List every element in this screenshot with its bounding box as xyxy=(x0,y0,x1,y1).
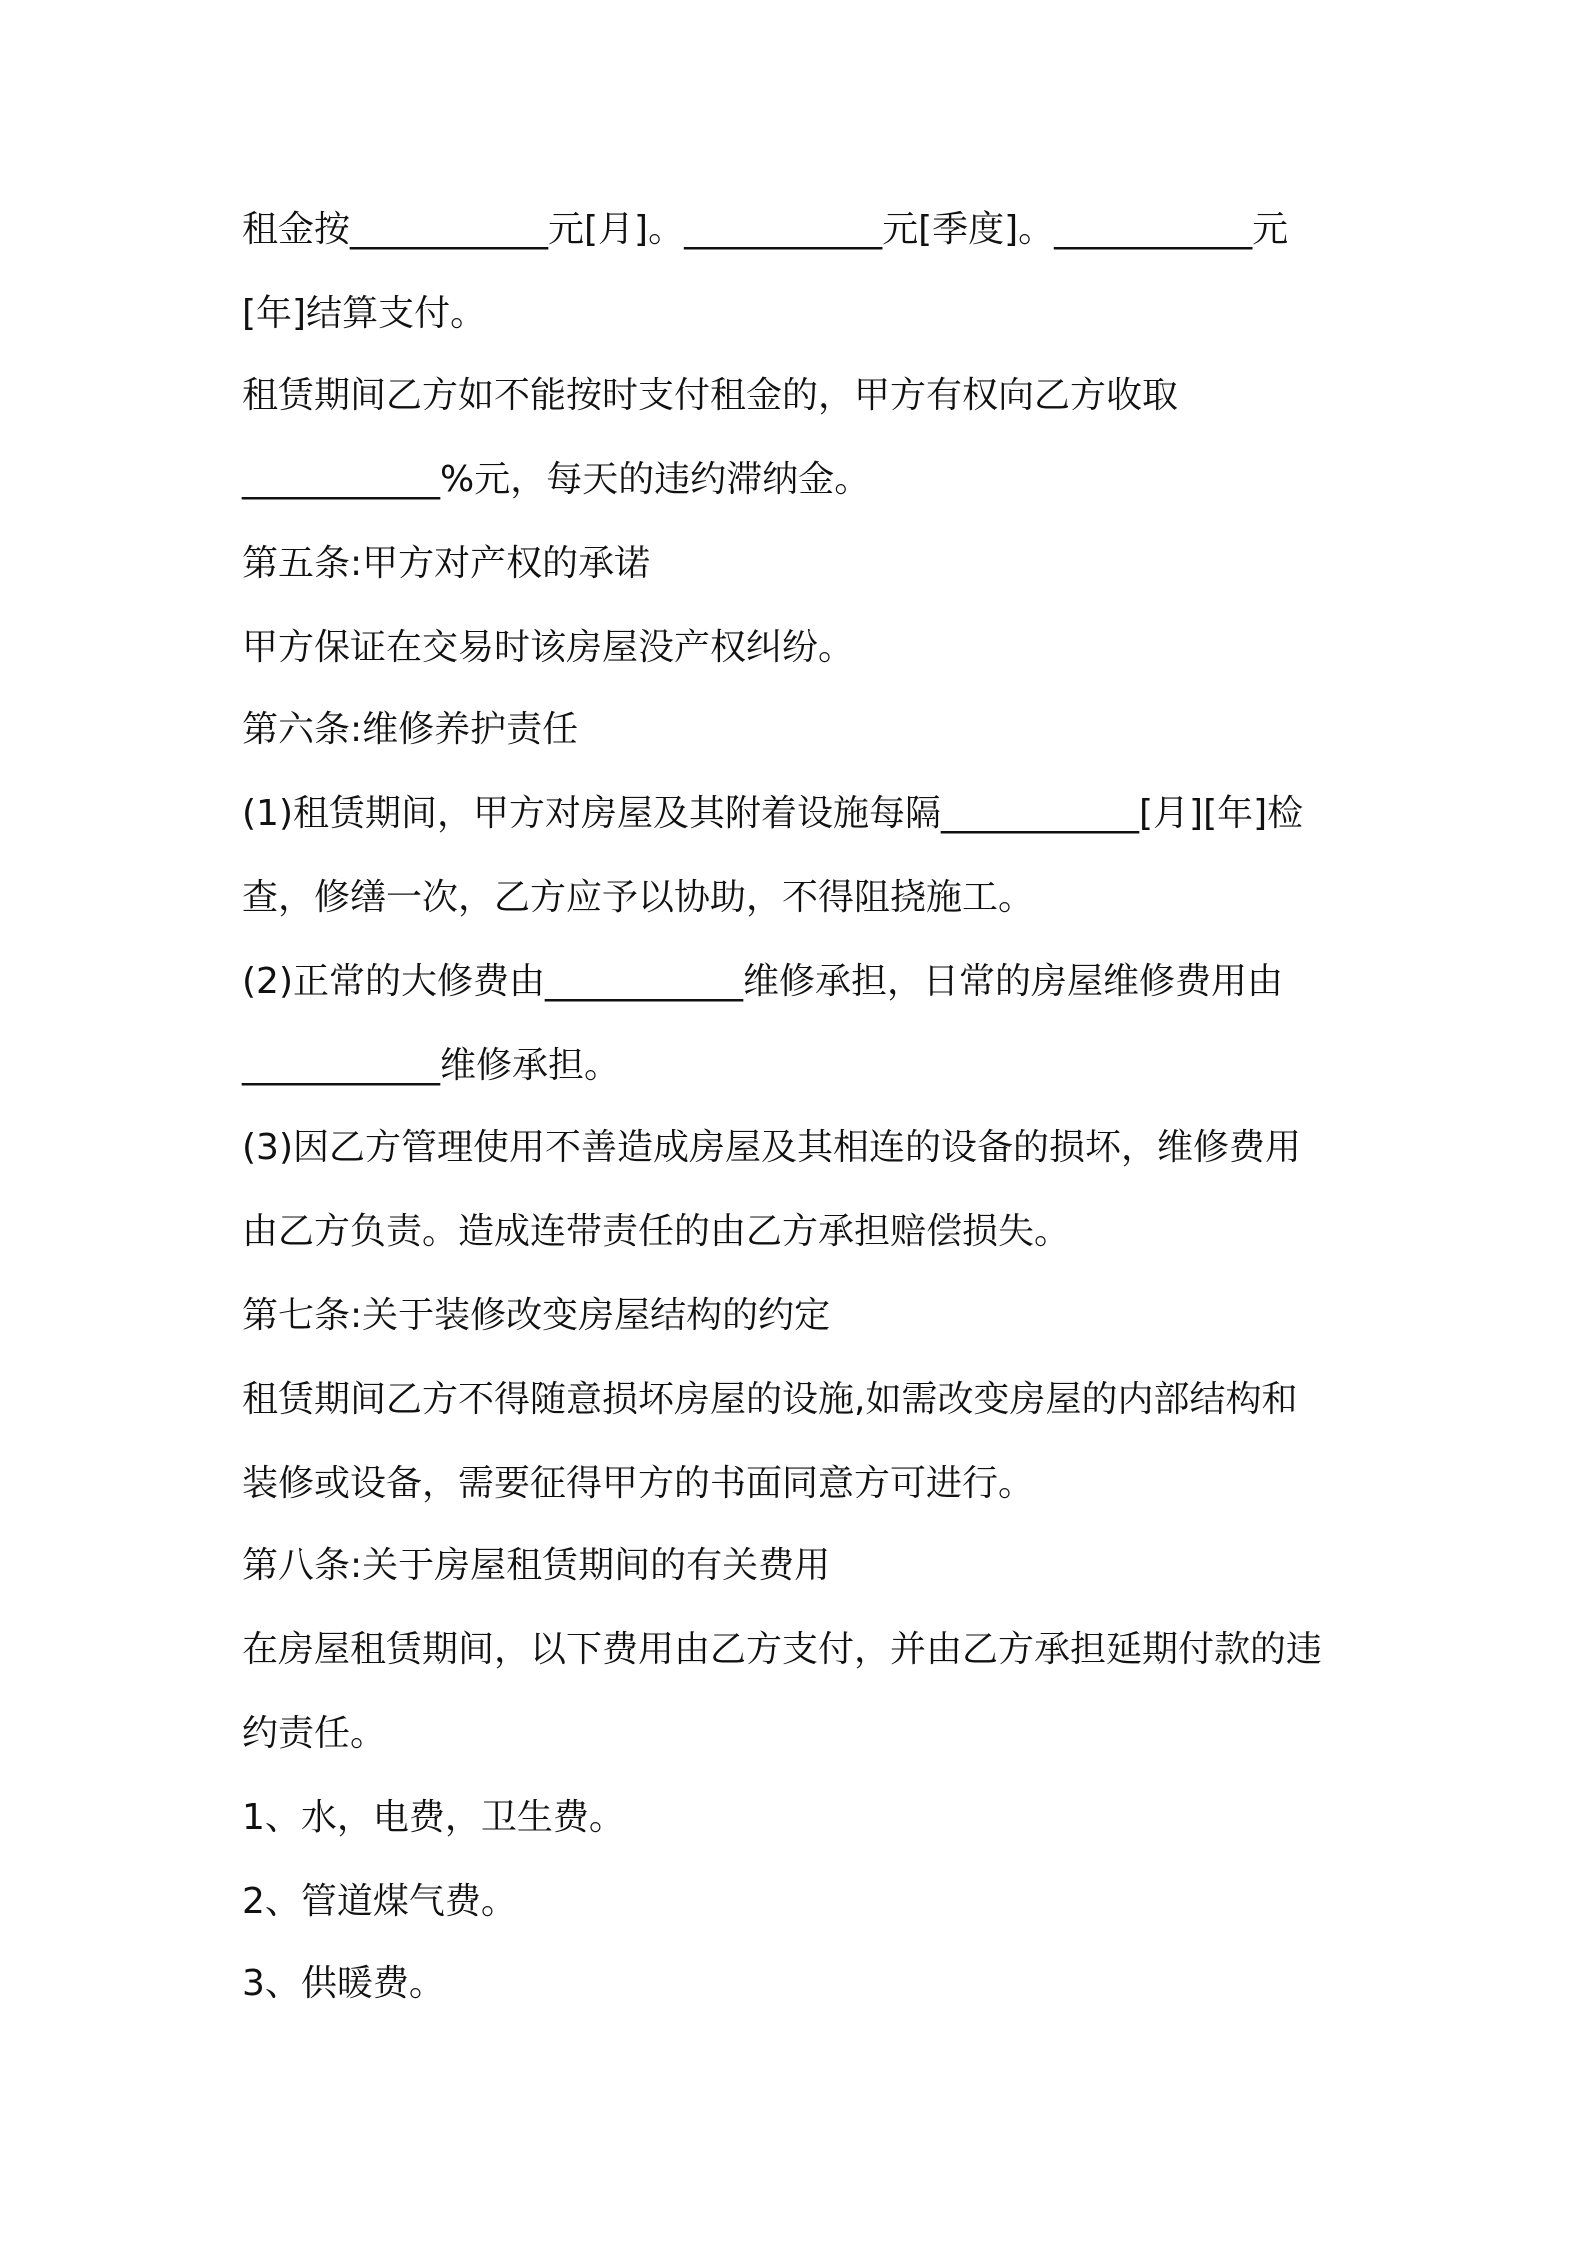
article-5-heading: 第五条:甲方对产权的承诺 xyxy=(242,543,651,584)
late-fee-line: 租赁期间乙方如不能按时支付租金的，甲方有权向乙方收取 xyxy=(242,375,1179,416)
article-7-body: 租赁期间乙方不得随意损坏房屋的设施,如需改变房屋的内部结构和 xyxy=(242,1379,1298,1420)
article-5-body: 甲方保证在交易时该房屋没产权纠纷。 xyxy=(242,627,855,668)
article-7-body-cont: 装修或设备，需要征得甲方的书面同意方可进行。 xyxy=(242,1463,1035,1504)
fee-item-1: 1、水，电费，卫生费。 xyxy=(242,1797,625,1838)
article-8-heading: 第八条:关于房屋租赁期间的有关费用 xyxy=(242,1545,831,1586)
article-8-body: 在房屋租赁期间，以下费用由乙方支付，并由乙方承担延期付款的违 xyxy=(242,1629,1323,1670)
late-fee-line-cont: ___________%元，每天的违约滞纳金。 xyxy=(242,459,871,500)
article-6-item-1-cont: 查，修缮一次，乙方应予以协助，不得阻挠施工。 xyxy=(242,877,1035,918)
fee-item-2: 2、管道煤气费。 xyxy=(242,1881,517,1922)
article-6-item-1: (1)租赁期间，甲方对房屋及其附着设施每隔___________[月][年]检 xyxy=(242,793,1304,834)
rent-payment-line-cont: [年]结算支付。 xyxy=(242,293,487,334)
article-6-item-2-cont: ___________维修承担。 xyxy=(242,1045,621,1086)
fee-item-3: 3、供暖费。 xyxy=(242,1963,445,2004)
article-6-item-3-cont: 由乙方负责。造成连带责任的由乙方承担赔偿损失。 xyxy=(242,1211,1071,1252)
article-6-heading: 第六条:维修养护责任 xyxy=(242,709,579,750)
article-7-heading: 第七条:关于装修改变房屋结构的约定 xyxy=(242,1295,831,1336)
rent-payment-line: 租金按___________元[月]。___________元[季度]。___________元 xyxy=(242,209,1289,250)
article-6-item-3: (3)因乙方管理使用不善造成房屋及其相连的设备的损坏，维修费用 xyxy=(242,1127,1301,1168)
article-8-body-cont: 约责任。 xyxy=(242,1713,387,1754)
article-6-item-2: (2)正常的大修费由___________维修承担，日常的房屋维修费用由 xyxy=(242,961,1283,1002)
